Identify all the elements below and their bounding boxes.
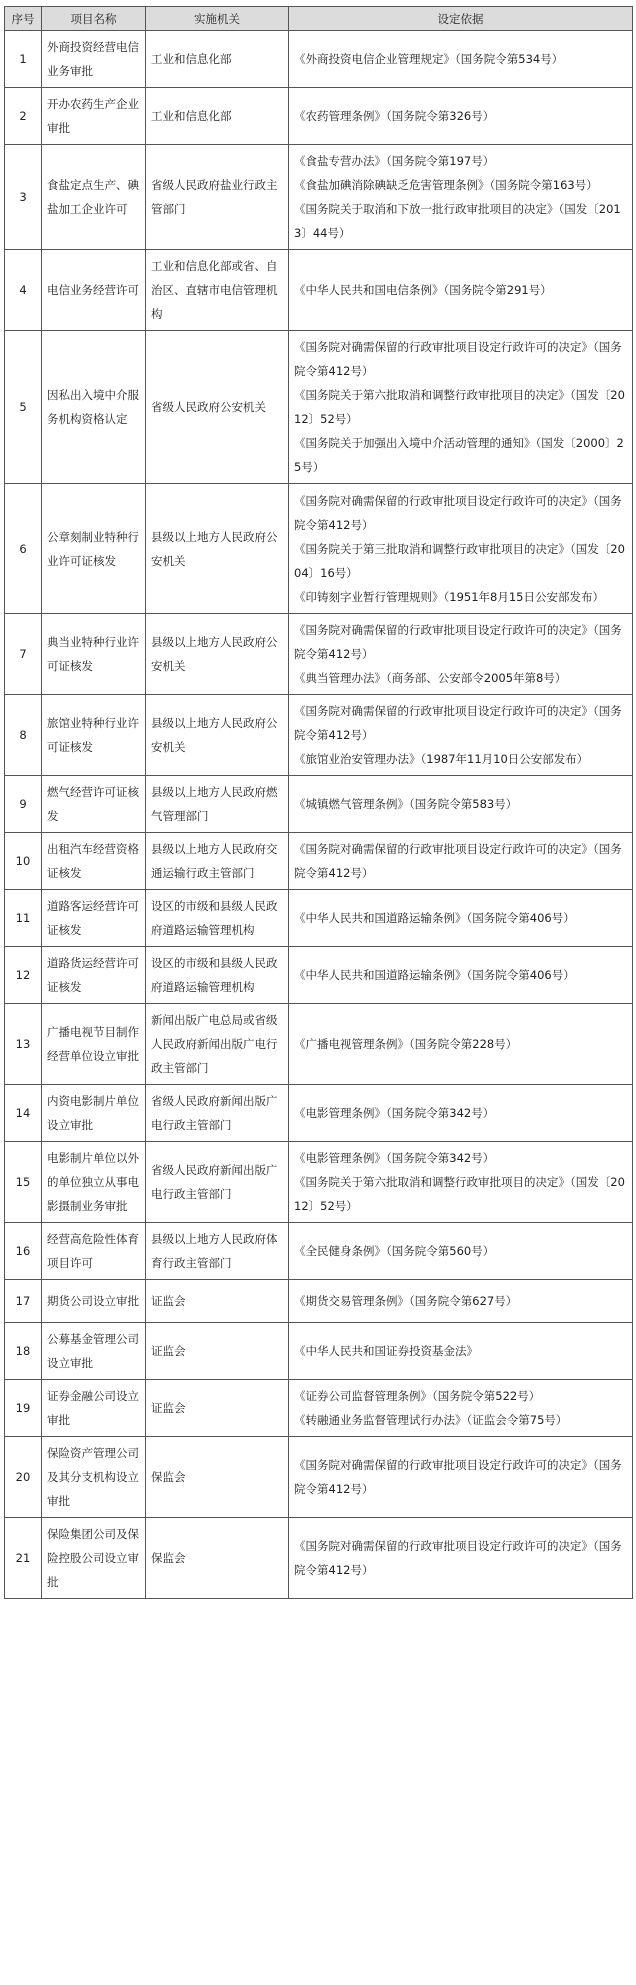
row-number: 21	[5, 1518, 42, 1599]
table-row	[5, 145, 633, 250]
item-name-cell: 期货公司设立审批	[42, 1280, 146, 1323]
table-row	[5, 1085, 633, 1142]
implementing-agency-cell: 县级以上地方人民政府公安机关	[146, 484, 289, 614]
legal-basis-line: 《国务院对确需保留的行政审批项目设定行政许可的决定》（国务院令第412号）	[294, 842, 622, 880]
legal-basis-line: 《广播电视管理条例》（国务院令第228号）	[294, 1037, 518, 1051]
legal-basis-cell	[289, 890, 633, 947]
row-number: 11	[5, 890, 42, 947]
table-row	[5, 614, 633, 695]
legal-basis-line: 《转融通业务监督管理试行办法》（证监会令第75号）	[294, 1413, 568, 1427]
table-row	[5, 833, 633, 890]
legal-basis-line: 《国务院关于加强出入境中介活动管理的通知》（国发〔2000〕25号）	[294, 436, 624, 474]
table-header-row	[5, 7, 633, 31]
legal-basis-line: 《国务院对确需保留的行政审批项目设定行政许可的决定》（国务院令第412号）	[294, 1458, 622, 1496]
table-row	[5, 1004, 633, 1085]
row-number: 13	[5, 1004, 42, 1085]
table-row	[5, 695, 633, 776]
implementing-agency-cell: 证监会	[146, 1323, 289, 1380]
table-row	[5, 1142, 633, 1223]
legal-basis-line: 《电影管理条例》（国务院令第342号）	[294, 1151, 495, 1165]
legal-basis-cell	[289, 1280, 633, 1323]
implementing-agency-cell: 县级以上地方人民政府燃气管理部门	[146, 776, 289, 833]
table-row	[5, 1323, 633, 1380]
item-name-cell: 经营高危险性体育项目许可	[42, 1223, 146, 1280]
implementing-agency-cell: 县级以上地方人民政府体育行政主管部门	[146, 1223, 289, 1280]
header-implementing-agency: 实施机关	[146, 7, 289, 31]
item-name-cell: 保险资产管理公司及其分支机构设立审批	[42, 1437, 146, 1518]
legal-basis-line: 《中华人民共和国道路运输条例》（国务院令第406号）	[294, 911, 575, 925]
legal-basis-cell	[289, 695, 633, 776]
legal-basis-line: 《典当管理办法》（商务部、公安部令2005年第8号）	[294, 671, 567, 685]
implementing-agency-cell: 证监会	[146, 1380, 289, 1437]
legal-basis-cell	[289, 776, 633, 833]
row-number: 19	[5, 1380, 42, 1437]
table-row	[5, 1437, 633, 1518]
legal-basis-cell	[289, 614, 633, 695]
legal-basis-line: 《国务院关于取消和下放一批行政审批项目的决定》（国发〔2013〕44号）	[294, 202, 621, 240]
item-name-cell: 食盐定点生产、碘盐加工企业许可	[42, 145, 146, 250]
table-row	[5, 250, 633, 331]
row-number: 14	[5, 1085, 42, 1142]
legal-basis-line: 《城镇燃气管理条例》（国务院令第583号）	[294, 797, 518, 811]
row-number: 4	[5, 250, 42, 331]
row-number: 5	[5, 331, 42, 484]
legal-basis-cell	[289, 145, 633, 250]
legal-basis-cell	[289, 1437, 633, 1518]
row-number: 1	[5, 31, 42, 88]
item-name-cell: 证券金融公司设立审批	[42, 1380, 146, 1437]
row-number: 18	[5, 1323, 42, 1380]
legal-basis-line: 《中华人民共和国证券投资基金法》	[294, 1344, 478, 1358]
item-name-cell: 旅馆业特种行业许可证核发	[42, 695, 146, 776]
item-name-cell: 因私出入境中介服务机构资格认定	[42, 331, 146, 484]
row-number: 9	[5, 776, 42, 833]
legal-basis-line: 《国务院对确需保留的行政审批项目设定行政许可的决定》（国务院令第412号）	[294, 493, 622, 532]
implementing-agency-cell: 省级人民政府盐业行政主管部门	[146, 145, 289, 250]
item-name-cell: 内资电影制片单位设立审批	[42, 1085, 146, 1142]
item-name-cell: 道路货运经营许可证核发	[42, 947, 146, 1004]
row-number: 7	[5, 614, 42, 695]
item-name-cell: 典当业特种行业许可证核发	[42, 614, 146, 695]
legal-basis-cell	[289, 1004, 633, 1085]
legal-basis-cell	[289, 88, 633, 145]
item-name-cell: 道路客运经营许可证核发	[42, 890, 146, 947]
legal-basis-cell	[289, 31, 633, 88]
row-number: 20	[5, 1437, 42, 1518]
item-name-cell: 公章刻制业特种行业许可证核发	[42, 484, 146, 614]
table-row	[5, 1380, 633, 1437]
table-row	[5, 31, 633, 88]
legal-basis-line: 《外商投资电信企业管理规定》（国务院令第534号）	[294, 52, 564, 66]
legal-basis-line: 《国务院对确需保留的行政审批项目设定行政许可的决定》（国务院令第412号）	[294, 623, 622, 661]
legal-basis-cell	[289, 250, 633, 331]
table-row	[5, 1518, 633, 1599]
legal-basis-line: 《全民健身条例》（国务院令第560号）	[294, 1244, 495, 1258]
row-number: 12	[5, 947, 42, 1004]
implementing-agency-cell: 保监会	[146, 1518, 289, 1599]
legal-basis-line: 《食盐专营办法》（国务院令第197号）	[294, 154, 495, 168]
legal-basis-line: 《旅馆业治安管理办法》（1987年11月10日公安部发布）	[294, 752, 589, 766]
legal-basis-cell	[289, 1085, 633, 1142]
item-name-cell: 燃气经营许可证核发	[42, 776, 146, 833]
table-body	[5, 31, 633, 1599]
legal-basis-line: 《农药管理条例》（国务院令第326号）	[294, 109, 495, 123]
legal-basis-line: 《国务院关于第三批取消和调整行政审批项目的决定》（国发〔2004〕16号）	[294, 541, 625, 580]
header-no: 序号	[5, 7, 42, 31]
item-name-cell: 保险集团公司及保险控股公司设立审批	[42, 1518, 146, 1599]
legal-basis-line: 《国务院对确需保留的行政审批项目设定行政许可的决定》（国务院令第412号）	[294, 704, 622, 742]
row-number: 15	[5, 1142, 42, 1223]
row-number: 6	[5, 484, 42, 614]
table-row	[5, 331, 633, 484]
row-number: 3	[5, 145, 42, 250]
legal-basis-cell	[289, 1223, 633, 1280]
table-row	[5, 947, 633, 1004]
legal-basis-cell	[289, 331, 633, 484]
implementing-agency-cell: 保监会	[146, 1437, 289, 1518]
implementing-agency-cell: 省级人民政府新闻出版广电行政主管部门	[146, 1142, 289, 1223]
implementing-agency-cell: 设区的市级和县级人民政府道路运输管理机构	[146, 947, 289, 1004]
item-name-cell: 外商投资经营电信业务审批	[42, 31, 146, 88]
table-row	[5, 484, 633, 614]
legal-basis-line: 《国务院关于第六批取消和调整行政审批项目的决定》（国发〔2012〕52号）	[294, 388, 625, 426]
table-row	[5, 1223, 633, 1280]
legal-basis-cell	[289, 1380, 633, 1437]
approval-items-table	[4, 6, 633, 1599]
implementing-agency-cell: 工业和信息化部	[146, 88, 289, 145]
row-number: 8	[5, 695, 42, 776]
row-number: 10	[5, 833, 42, 890]
item-name-cell: 开办农药生产企业审批	[42, 88, 146, 145]
legal-basis-line: 《国务院对确需保留的行政审批项目设定行政许可的决定》（国务院令第412号）	[294, 1539, 622, 1577]
implementing-agency-cell: 县级以上地方人民政府交通运输行政主管部门	[146, 833, 289, 890]
legal-basis-cell	[289, 1323, 633, 1380]
header-item-name: 项目名称	[42, 7, 146, 31]
legal-basis-cell	[289, 833, 633, 890]
table-row	[5, 1280, 633, 1323]
legal-basis-cell	[289, 484, 633, 614]
legal-basis-line: 《印铸刻字业暂行管理规则》（1951年8月15日公安部发布）	[294, 589, 604, 604]
legal-basis-cell	[289, 1518, 633, 1599]
table-row	[5, 88, 633, 145]
legal-basis-cell	[289, 1142, 633, 1223]
legal-basis-line: 《国务院对确需保留的行政审批项目设定行政许可的决定》（国务院令第412号）	[294, 340, 622, 378]
table-row	[5, 776, 633, 833]
implementing-agency-cell: 工业和信息化部或省、自治区、直辖市电信管理机构	[146, 250, 289, 331]
implementing-agency-cell: 工业和信息化部	[146, 31, 289, 88]
item-name-cell: 电信业务经营许可	[42, 250, 146, 331]
legal-basis-line: 《国务院关于第六批取消和调整行政审批项目的决定》（国发〔2012〕52号）	[294, 1175, 625, 1213]
legal-basis-line: 《证券公司监督管理条例》（国务院令第522号）	[294, 1389, 541, 1403]
implementing-agency-cell: 县级以上地方人民政府公安机关	[146, 695, 289, 776]
item-name-cell: 电影制片单位以外的单位独立从事电影摄制业务审批	[42, 1142, 146, 1223]
row-number: 17	[5, 1280, 42, 1323]
row-number: 16	[5, 1223, 42, 1280]
row-number: 2	[5, 88, 42, 145]
implementing-agency-cell: 省级人民政府公安机关	[146, 331, 289, 484]
item-name-cell: 出租汽车经营资格证核发	[42, 833, 146, 890]
implementing-agency-cell: 新闻出版广电总局或省级人民政府新闻出版广电行政主管部门	[146, 1004, 289, 1085]
legal-basis-line: 《中华人民共和国电信条例》（国务院令第291号）	[294, 283, 552, 297]
legal-basis-line: 《中华人民共和国道路运输条例》（国务院令第406号）	[294, 968, 575, 982]
legal-basis-cell	[289, 947, 633, 1004]
implementing-agency-cell: 县级以上地方人民政府公安机关	[146, 614, 289, 695]
item-name-cell: 公募基金管理公司设立审批	[42, 1323, 146, 1380]
item-name-cell: 广播电视节目制作经营单位设立审批	[42, 1004, 146, 1085]
implementing-agency-cell: 证监会	[146, 1280, 289, 1323]
legal-basis-line: 《食盐加碘消除碘缺乏危害管理条例》（国务院令第163号）	[294, 178, 598, 192]
legal-basis-line: 《期货交易管理条例》（国务院令第627号）	[294, 1294, 518, 1308]
header-legal-basis: 设定依据	[289, 7, 633, 31]
implementing-agency-cell: 省级人民政府新闻出版广电行政主管部门	[146, 1085, 289, 1142]
legal-basis-line: 《电影管理条例》（国务院令第342号）	[294, 1106, 495, 1120]
implementing-agency-cell: 设区的市级和县级人民政府道路运输管理机构	[146, 890, 289, 947]
table-row	[5, 890, 633, 947]
